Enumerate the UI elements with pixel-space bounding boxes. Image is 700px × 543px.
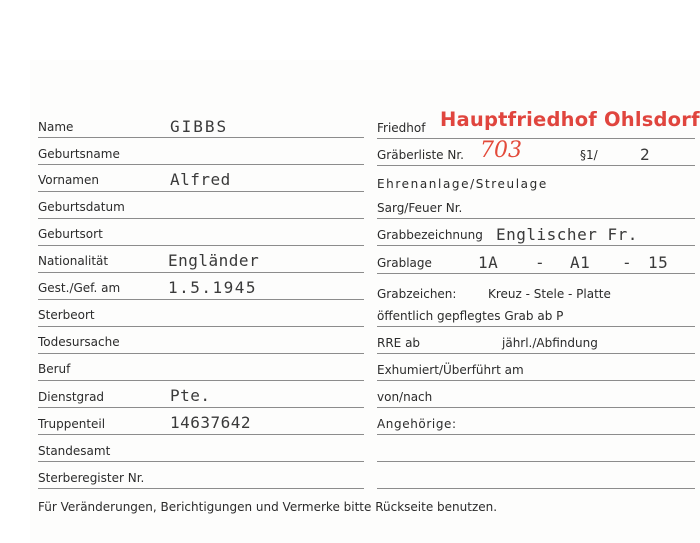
rule-vonnach: [377, 407, 695, 408]
label-friedhof: Friedhof: [377, 121, 426, 135]
value-vornamen: Alfred: [170, 170, 231, 189]
rule-dienstgrad: [38, 407, 364, 408]
rule-geburtsdatum: [38, 218, 364, 219]
label-nationalitaet: Nationalität: [38, 254, 109, 268]
label-vonnach: von/nach: [377, 390, 433, 404]
grabzeichen-options: Kreuz - Stele - Platte: [488, 287, 611, 301]
label-paragraph: §1/: [580, 148, 598, 162]
label-grablage: Grablage: [377, 256, 432, 270]
label-sterbeort: Sterbeort: [38, 308, 95, 322]
label-grabzeichen: Grabzeichen:: [377, 287, 457, 301]
rule-graeberliste: [377, 165, 695, 166]
rule-geburtsname: [38, 164, 364, 165]
value-grablage-b: A1: [570, 253, 591, 272]
label-standesamt: Standesamt: [38, 444, 111, 458]
label-geburtsort: Geburtsort: [38, 227, 103, 241]
label-grabbezeichnung: Grabbezeichnung: [377, 228, 483, 242]
rule-geburtsort: [38, 245, 364, 246]
rule-angehoerige: [377, 434, 695, 435]
value-gest: 1.5.1945: [168, 278, 258, 297]
label-geburtsname: Geburtsname: [38, 147, 120, 161]
rule-grablage: [377, 273, 695, 274]
value-grablage-sep2: -: [622, 253, 633, 272]
value-grablage-c: 15: [648, 253, 669, 272]
rule-truppenteil: [38, 434, 364, 435]
rule-standesamt: [38, 461, 364, 462]
value-grabbezeichnung: Englischer Fr.: [496, 225, 638, 244]
rule-sterbeort: [38, 326, 364, 327]
label-gepflegt: öffentlich gepflegtes Grab ab P: [377, 309, 564, 323]
rule-extra-1: [377, 461, 695, 462]
value-truppenteil: 14637642: [170, 413, 252, 432]
label-ehrenanlage: Ehrenanlage/Streulage: [377, 177, 548, 191]
rule-todesursache: [38, 353, 364, 354]
rule-name: [38, 137, 364, 138]
rule-nationalitaet: [38, 272, 364, 273]
label-vornamen: Vornamen: [38, 173, 99, 187]
value-dienstgrad: Pte.: [170, 386, 211, 405]
value-grablage-a: 1A: [478, 253, 499, 272]
value-name: GIBBS: [170, 117, 229, 136]
rule-gepflegt: [377, 326, 695, 327]
rule-rre: [377, 353, 695, 354]
rule-sterberegister: [38, 488, 364, 489]
rule-friedhof: [377, 138, 695, 139]
rule-gest: [38, 299, 364, 300]
label-graeberliste: Gräberliste Nr.: [377, 148, 464, 162]
rre-value: jährl./Abfindung: [502, 336, 598, 350]
label-geburtsdatum: Geburtsdatum: [38, 200, 125, 214]
label-rre: RRE ab: [377, 336, 421, 350]
footer-note: Für Veränderungen, Berichtigungen und Vermerke bitte Rückseite benutzen.: [38, 500, 498, 514]
rule-vornamen: [38, 191, 364, 192]
rule-exhumiert: [377, 380, 695, 381]
label-dienstgrad: Dienstgrad: [38, 390, 105, 404]
value-nationalitaet: Engländer: [168, 251, 260, 270]
value-graeberliste: 703: [480, 138, 522, 163]
label-name: Name: [38, 120, 74, 134]
label-beruf: Beruf: [38, 362, 71, 376]
rule-beruf: [38, 380, 364, 381]
label-gest: Gest./Gef. am: [38, 281, 121, 295]
label-truppenteil: Truppenteil: [38, 417, 106, 431]
label-sterberegister: Sterberegister Nr.: [38, 471, 145, 485]
label-sarg: Sarg/Feuer Nr.: [377, 201, 463, 215]
value-paragraph: 2: [640, 145, 651, 164]
rule-grabbezeichnung: [377, 245, 695, 246]
label-todesursache: Todesursache: [38, 335, 120, 349]
rule-extra-2: [377, 488, 695, 489]
value-grablage-sep1: -: [535, 253, 546, 272]
label-exhumiert: Exhumiert/Überführt am: [377, 363, 524, 377]
friedhof-stamp: Hauptfriedhof Ohlsdorf: [440, 108, 700, 131]
label-angehoerige: Angehörige:: [377, 417, 457, 431]
rule-sarg: [377, 218, 695, 219]
